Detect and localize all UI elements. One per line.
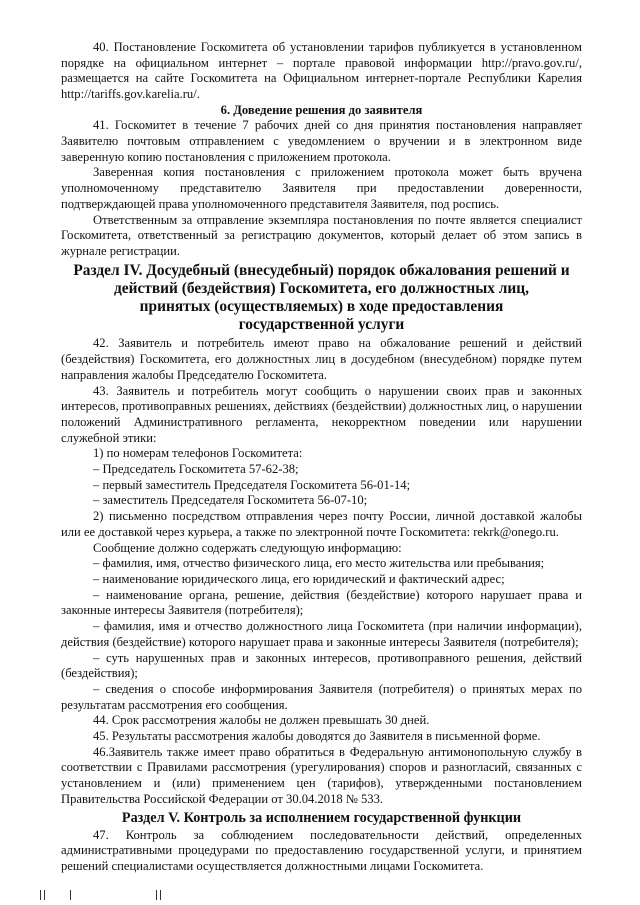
list-item: Сообщение должно содержать следующую информацию: — [93, 540, 402, 555]
paragraph-44: 44. Срок рассмотрения жалобы не должен превышать 30 дней. — [93, 713, 430, 728]
section-v-heading: Раздел V. Контроль за исполнением государственной функции — [121, 809, 522, 826]
list-item: – Председатель Госкомитета 57-62-38; — [93, 462, 299, 477]
list-item: – фамилия, имя, отчество физического лица, его место жительства или пребывания; — [93, 556, 545, 571]
list-item: 2) письменно посредством отправления через почту России, личной доставкой жалобы или ее доставкой через курьера, а также по электронной почте Госкомитета: rekrk@onego.ru. — [61, 509, 582, 539]
list-item: – наименование юридического лица, его юридический и фактический адрес; — [93, 572, 505, 586]
paragraph-41-copy: Заверенная копия постановления с приложением протокола может быть вручена уполномоченному представителю Заявителя при предоставлении доверенности, подтверждающей права уполномоченного представителя Заявителя, под роспись. — [61, 165, 582, 211]
paragraph-41: 41. Госкомитет в течение 7 рабочих дней со дня принятия постановления направляет Заявителю почтовым отправлением с уведомлением о вручении и в электронном виде заверенную копию постановления с приложением протокола. — [61, 118, 582, 164]
list-item: – первый заместитель Председателя Госкомитета 56-01-14; — [93, 477, 411, 492]
list-item: – фамилия, имя и отчество должностного лица Госкомитета (при наличии информации), действия (бездействие) которого нарушает права и законные интересы Заявителя (потребителя); — [61, 619, 582, 649]
paragraph-40: 40. Постановление Госкомитета об установлении тарифов публикуется в установленном порядке на официальном интернет – портале правовой информации http://pravo.gov.ru/, размещается на сайте Госкомитета на Официальном интернет-портале Республики Карелия http://tariffs.gov.karelia.ru/. — [61, 40, 582, 102]
paragraph-46: 46.Заявитель также имеет право обратиться в Федеральную антимонопольную службу в соответствии с Правилами рассмотрения (урегулирования) споров и разногласий, связанных с установлением и (или) применением цен (тарифов), утвержденными постановлением Правительства Российской Федерации от 30.04.2018 № 533. — [61, 744, 582, 806]
paragraph-42: 42. Заявитель и потребитель имеют право на обжалование решений и действий (бездействия) Госкомитета, его должностных лиц в досудебном (внесудебном) порядке путем направления жалобы Председателю Госкомитета. — [61, 336, 582, 382]
scan-mark — [40, 890, 41, 900]
list-item: – наименование органа, решение, действия (бездействие) которого нарушает права и законные интересы Заявителя (потребителя); — [61, 587, 582, 618]
section-iv-line-1: Раздел IV. Досудебный (внесудебный) порядок обжалования решений и — [73, 261, 570, 279]
scan-mark — [44, 890, 45, 900]
paragraph-43: 43. Заявитель и потребитель могут сообщить о нарушении своих прав и законных интересов, противоправных решениях, действиях (бездействии) должностных лиц, о нарушении положений Административного регламента, некорректном поведении или нарушении служебной этики: — [61, 383, 582, 445]
section-iv-line-2: действий (бездействия) Госкомитета, его должностных лиц, — [113, 279, 530, 297]
list-item: – заместитель Председателя Госкомитета 56-07-10; — [93, 493, 368, 508]
scan-mark — [70, 890, 71, 900]
paragraph-45: 45. Результаты рассмотрения жалобы доводятся до Заявителя в письменной форме. — [93, 729, 541, 744]
paragraph-47: 47. Контроль за соблюдением последовательности действий, определенных административными процедурами по предоставлению государственной услуги, и принятием решений специалистами осуществляется должностными лицами Госкомитета. — [61, 827, 582, 873]
paragraph-41-responsible: Ответственным за отправление экземпляра постановления по почте является специалист Госкомитета, ответственный за регистрацию документов, который делает об этом запись в журнале регистрации. — [61, 212, 582, 258]
scan-mark — [156, 890, 157, 900]
section-iv-line-4: государственной услуги — [238, 316, 405, 334]
list-item: – суть нарушенных прав и законных интересов, противоправного решения, действий (бездействия); — [61, 650, 582, 681]
list-item: 1) по номерам телефонов Госкомитета: — [93, 446, 303, 461]
scan-mark — [160, 890, 161, 900]
section-iv-line-3: принятых (осуществляемых) в ходе предоставления — [139, 298, 504, 316]
section-iv-heading — [61, 262, 582, 335]
subsection-heading-6: 6. Доведение решения до заявителя — [220, 102, 423, 117]
list-item: – сведения о способе информирования Заявителя (потребителя) о принятых мерах по результатам рассмотрения его сообщения. — [61, 681, 582, 712]
document-page — [61, 40, 582, 875]
